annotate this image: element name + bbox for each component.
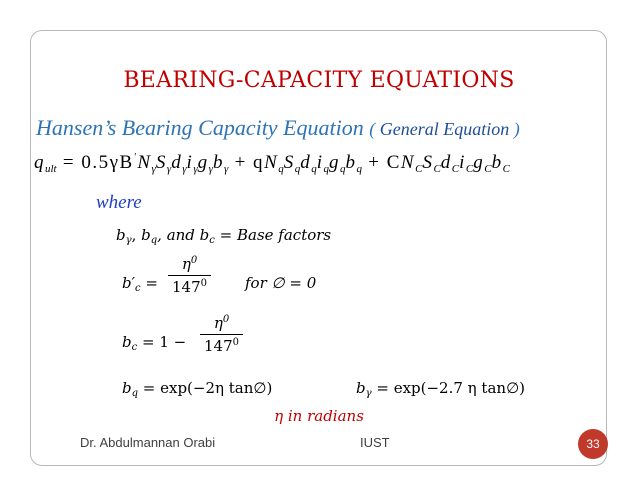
bc-sym: b bbox=[199, 226, 210, 244]
radians-note: η in radians bbox=[274, 407, 364, 425]
eq-bgamma bbox=[356, 379, 525, 399]
bc-fraction bbox=[200, 314, 243, 355]
eq-factor-term3_factors-5: b bbox=[491, 152, 503, 173]
eq-factor-term2_factors-2: d bbox=[300, 152, 312, 173]
eq-factor-sub-term2_factors-1: q bbox=[294, 163, 301, 175]
eq-factor-sub-term3_factors-1: C bbox=[433, 163, 441, 175]
den-sup: 0 bbox=[232, 337, 240, 348]
bq-sym: b bbox=[141, 226, 151, 244]
subtitle-main: Hansen’s Bearing Capacity Equation bbox=[36, 115, 364, 140]
eta-symbol: η bbox=[213, 314, 223, 332]
eq-bc-lhs bbox=[122, 333, 186, 353]
bc-prime-sub: c bbox=[135, 283, 141, 294]
eq-lhs-sub: ult bbox=[45, 163, 57, 175]
eta-symbol: η bbox=[181, 255, 191, 273]
bc-prime-equals: = bbox=[140, 274, 158, 292]
subtitle-close-paren: ) bbox=[509, 119, 520, 139]
eq-factor-sub-term1_factors-3: γ bbox=[193, 163, 198, 175]
eq-prime: ' bbox=[133, 152, 138, 163]
eq-factor-sub-term1_factors-4: γ bbox=[208, 163, 213, 175]
eq-factor-sub-term3_factors-3: C bbox=[465, 163, 474, 175]
eq-factor-term1_factors-4: g bbox=[197, 152, 209, 173]
eq-factor-term1_factors-1: S bbox=[155, 152, 167, 173]
eq-factor-sub-term3_factors-4: C bbox=[484, 163, 492, 175]
eq-term-gamma bbox=[137, 152, 228, 173]
eq-factor-sub-term3_factors-2: C bbox=[451, 163, 460, 175]
eq-factor-term2_factors-5: b bbox=[345, 152, 357, 173]
bq-symbol: b bbox=[122, 379, 132, 397]
eta-sup: 0 bbox=[190, 255, 198, 266]
comma: , bbox=[131, 226, 142, 244]
eq-factor-sub-term2_factors-5: q bbox=[356, 163, 363, 175]
bgamma-sym: b bbox=[116, 226, 126, 244]
bc-sub: c bbox=[209, 235, 215, 246]
eq-factor-term1_factors-2: d bbox=[171, 152, 183, 173]
den-value: 147 bbox=[172, 278, 201, 296]
bq-sub: q bbox=[150, 235, 158, 246]
eq-factor-sub-term2_factors-4: q bbox=[340, 163, 346, 175]
eq-factor-sub-term1_factors-1: γ bbox=[166, 163, 172, 175]
base-factors-line bbox=[116, 226, 331, 246]
eq-factor-sub-term1_factors-5: γ bbox=[224, 163, 229, 175]
bc-numerator bbox=[210, 314, 233, 334]
where-label: where bbox=[96, 192, 142, 213]
slide-frame bbox=[30, 30, 607, 466]
eq-term-q bbox=[264, 152, 362, 173]
den-sup: 0 bbox=[200, 278, 208, 289]
eq-factor-term2_factors-0: N bbox=[264, 152, 279, 173]
eq-factor-term1_factors-0: N bbox=[137, 152, 152, 173]
eq-factor-term3_factors-0: N bbox=[400, 152, 416, 173]
eq-factor-term3_factors-2: d bbox=[440, 152, 452, 173]
eq-factor-term1_factors-5: b bbox=[213, 152, 224, 173]
eq-factor-term3_factors-3: i bbox=[459, 152, 466, 173]
eq-factor-sub-term2_factors-0: q bbox=[278, 163, 284, 175]
bc-prime-fraction bbox=[168, 255, 211, 296]
eq-factor-term1_factors-3: i bbox=[186, 152, 194, 173]
eq-factor-term2_factors-1: S bbox=[283, 152, 295, 173]
footer-author: Dr. Abdulmannan Orabi bbox=[80, 435, 216, 450]
eq-factor-sub-term1_factors-2: γ bbox=[182, 163, 187, 175]
bc-denominator bbox=[200, 334, 243, 355]
bgamma-sub: γ bbox=[125, 235, 132, 246]
eq-factor-term2_factors-4: g bbox=[329, 152, 341, 173]
eq-bq bbox=[122, 379, 272, 399]
bgamma-symbol: b bbox=[356, 379, 366, 397]
eq-bc-prime-lhs bbox=[122, 274, 158, 294]
eq-coef: = 0.5γB bbox=[56, 152, 134, 173]
bc-prime-denominator bbox=[168, 275, 211, 296]
slide-title: BEARING-CAPACITY EQUATIONS bbox=[123, 68, 515, 93]
eq-factor-term3_factors-4: g bbox=[473, 152, 485, 173]
den-value: 147 bbox=[204, 337, 233, 355]
eq-plus-c: + C bbox=[362, 152, 401, 173]
eq-plus-q: + q bbox=[228, 152, 265, 173]
eq-term-c bbox=[401, 152, 510, 173]
eq-factor-sub-term2_factors-3: q bbox=[323, 163, 330, 175]
eq-factor-term3_factors-1: S bbox=[422, 152, 434, 173]
bc-prime-symbol: b′ bbox=[122, 274, 136, 292]
page-number-badge: 33 bbox=[578, 429, 608, 459]
bc-prime-condition: for ∅ = 0 bbox=[245, 274, 317, 292]
subtitle-open-paren: ( bbox=[369, 119, 380, 139]
and-text: , and bbox=[157, 226, 200, 244]
bgamma-sub2: γ bbox=[365, 388, 372, 399]
eq-lhs: q bbox=[34, 152, 45, 173]
bq-sub: q bbox=[131, 388, 139, 399]
slide-subtitle bbox=[36, 115, 520, 141]
main-bearing-equation bbox=[34, 152, 510, 175]
bc-prime-numerator bbox=[178, 255, 201, 275]
eq-factor-sub-term2_factors-2: q bbox=[311, 163, 317, 175]
eta-sup: 0 bbox=[222, 314, 230, 325]
base-factors-rhs: = Base factors bbox=[214, 226, 332, 244]
eq-factor-term2_factors-3: i bbox=[316, 152, 324, 173]
bq-rhs: = exp(−2η tan∅) bbox=[138, 379, 273, 397]
eq-factor-sub-term3_factors-5: C bbox=[502, 163, 510, 175]
eq-factor-sub-term1_factors-0: γ bbox=[151, 163, 156, 175]
bc-symbol: b bbox=[122, 333, 132, 351]
subtitle-general-equation: General Equation bbox=[379, 119, 510, 139]
footer-institution: IUST bbox=[360, 435, 390, 450]
eq-factor-sub-term3_factors-0: C bbox=[415, 163, 423, 175]
bc-sub: c bbox=[131, 342, 138, 353]
bgamma-rhs: = exp(−2.7 η tan∅) bbox=[371, 379, 525, 397]
bc-equals: = 1 − bbox=[137, 333, 187, 351]
